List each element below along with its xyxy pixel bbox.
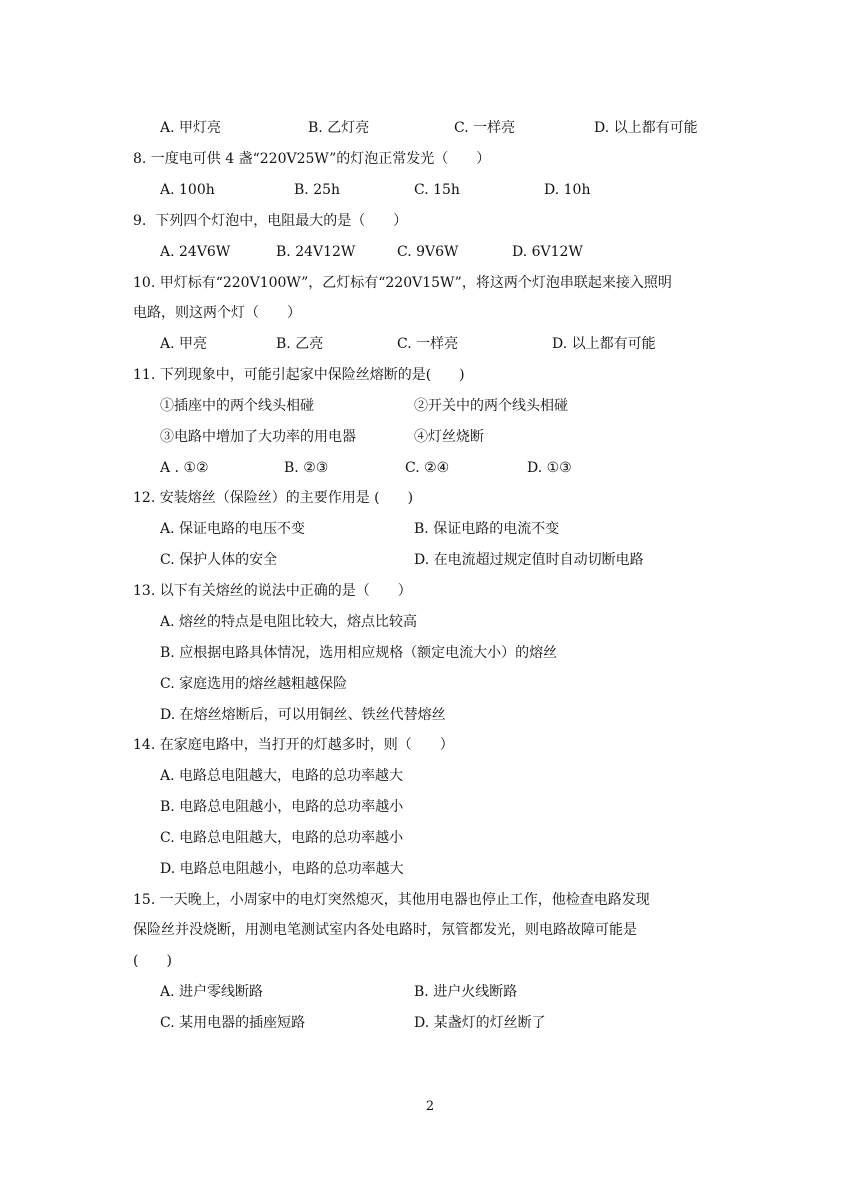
q14-option-a: A. 电路总电阻越大，电路的总功率越大: [160, 768, 404, 784]
q13-option-a: A. 熔丝的特点是电阻比较大，熔点比较高: [160, 614, 418, 630]
question-8: 8. 一度电可供 4 盏“220V25W”的灯泡正常发光（ ）: [133, 151, 491, 167]
question-15-line-3: ( ): [133, 953, 172, 969]
q11-option-d: D. ①③: [527, 460, 572, 476]
question-12: 12. 安装熔丝（保险丝）的主要作用是 ( ): [133, 490, 414, 506]
q10-option-b: B. 乙亮: [276, 336, 324, 352]
q10-option-a: A. 甲亮: [160, 336, 208, 352]
q11-item-3: ③电路中增加了大功率的用电器: [160, 429, 356, 445]
q8-option-d: D. 10h: [544, 182, 591, 198]
q15-option-c: C. 某用电器的插座短路: [160, 1015, 306, 1031]
q10-option-c: C. 一样亮: [397, 336, 459, 352]
question-15-line-2: 保险丝并没烧断，用测电笔测试室内各处电路时，氖管都发光，则电路故障可能是: [133, 922, 637, 938]
q10-option-d: D. 以上都有可能: [552, 336, 656, 352]
q14-option-b: B. 电路总电阻越小，电路的总功率越小: [160, 799, 404, 815]
q13-option-b: B. 应根据电路具体情况，选用相应规格（额定电流大小）的熔丝: [160, 645, 558, 661]
question-10-line-1: 10. 甲灯标有“220V100W”，乙灯标有“220V15W”，将这两个灯泡串联起来接入照明: [133, 275, 672, 291]
q8-option-a: A. 100h: [160, 182, 215, 198]
question-9: 9. 下列四个灯泡中，电阻最大的是（ ）: [133, 213, 408, 229]
q14-option-d: D. 电路总电阻越小，电路的总功率越大: [160, 861, 404, 877]
question-11: 11. 下列现象中，可能引起家中保险丝熔断的是( ): [133, 367, 465, 383]
q9-option-a: A. 24V6W: [160, 244, 231, 260]
q7-option-b: B. 乙灯亮: [308, 120, 370, 136]
q7-option-d: D. 以上都有可能: [594, 120, 698, 136]
q11-option-a: A . ①②: [160, 460, 209, 476]
q8-option-b: B. 25h: [294, 182, 341, 198]
q13-option-c: C. 家庭选用的熔丝越粗越保险: [160, 676, 348, 692]
q12-option-d: D. 在电流超过规定值时自动切断电路: [414, 552, 644, 568]
q9-option-d: D. 6V12W: [512, 244, 583, 260]
q8-option-c: C. 15h: [414, 182, 460, 198]
q14-option-c: C. 电路总电阻越大，电路的总功率越小: [160, 830, 404, 846]
question-14: 14. 在家庭电路中，当打开的灯越多时，则（ ）: [133, 737, 454, 753]
q13-option-d: D. 在熔丝熔断后，可以用铜丝、铁丝代替熔丝: [160, 707, 446, 723]
q11-item-1: ①插座中的两个线头相碰: [160, 398, 314, 414]
q9-option-b: B. 24V12W: [276, 244, 356, 260]
q12-option-b: B. 保证电路的电流不变: [414, 521, 560, 537]
q11-option-c: C. ②④: [405, 460, 450, 476]
page-number: 2: [425, 1099, 435, 1114]
q11-item-2: ②开关中的两个线头相碰: [414, 398, 568, 414]
question-13: 13. 以下有关熔丝的说法中正确的是（ ）: [133, 583, 412, 599]
q12-option-a: A. 保证电路的电压不变: [160, 521, 306, 537]
q15-option-b: B. 进户火线断路: [414, 984, 518, 1000]
q12-option-c: C. 保护人体的安全: [160, 552, 278, 568]
q7-option-a: A. 甲灯亮: [160, 120, 222, 136]
q9-option-c: C. 9V6W: [397, 244, 459, 260]
q11-option-b: B. ②③: [284, 460, 329, 476]
question-15-line-1: 15. 一天晚上，小周家中的电灯突然熄灭，其他用电器也停止工作，他检查电路发现: [133, 892, 650, 908]
q15-option-a: A. 进户零线断路: [160, 984, 264, 1000]
q7-option-c: C. 一样亮: [454, 120, 516, 136]
q15-option-d: D. 某盏灯的灯丝断了: [414, 1015, 546, 1031]
q11-item-4: ④灯丝烧断: [414, 429, 484, 445]
question-10-line-2: 电路，则这两个灯（ ）: [133, 305, 301, 321]
